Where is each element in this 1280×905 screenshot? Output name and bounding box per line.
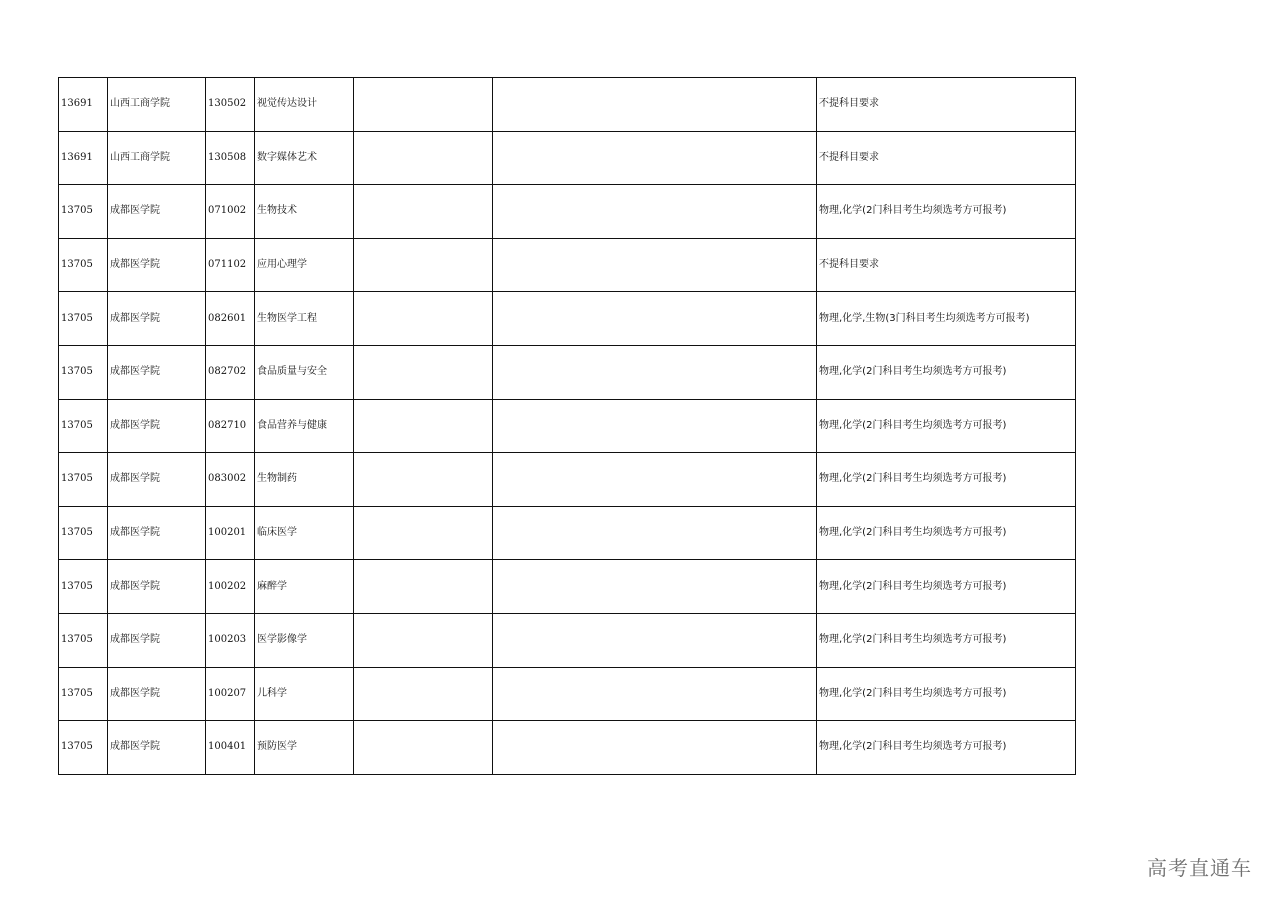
empty-cell: [493, 721, 817, 775]
table-row: [59, 613, 1076, 667]
school-name-cell: 成都医学院: [108, 453, 206, 507]
table-row: [59, 78, 1076, 132]
major-name-cell: 数字媒体艺术: [255, 131, 354, 185]
school-code-cell: 13705: [59, 185, 108, 239]
school-name-cell: 成都医学院: [108, 667, 206, 721]
school-name-cell: 成都医学院: [108, 613, 206, 667]
school-name-cell: 成都医学院: [108, 721, 206, 775]
major-code-cell: 100401: [206, 721, 255, 775]
empty-cell: [493, 131, 817, 185]
school-code-cell: 13705: [59, 345, 108, 399]
subject-requirement-cell: 物理,化学,生物(3门科目考生均须选考方可报考): [817, 292, 1076, 346]
major-code-cell: 083002: [206, 453, 255, 507]
major-code-cell: 100207: [206, 667, 255, 721]
school-name-cell: 山西工商学院: [108, 78, 206, 132]
subject-requirement-cell: 物理,化学(2门科目考生均须选考方可报考): [817, 399, 1076, 453]
subject-requirement-cell: 物理,化学(2门科目考生均须选考方可报考): [817, 345, 1076, 399]
empty-cell: [354, 131, 493, 185]
watermark-text: 高考直通车: [1147, 856, 1252, 880]
empty-cell: [354, 613, 493, 667]
school-name-cell: 成都医学院: [108, 560, 206, 614]
table-row: [59, 721, 1076, 775]
school-code-cell: 13705: [59, 506, 108, 560]
table-row: [59, 399, 1076, 453]
empty-cell: [354, 667, 493, 721]
school-name-cell: 成都医学院: [108, 185, 206, 239]
empty-cell: [354, 453, 493, 507]
school-name-cell: 成都医学院: [108, 292, 206, 346]
school-code-cell: 13705: [59, 721, 108, 775]
subject-requirement-cell: 不提科目要求: [817, 78, 1076, 132]
major-name-cell: 视觉传达设计: [255, 78, 354, 132]
empty-cell: [493, 238, 817, 292]
table-row: [59, 560, 1076, 614]
empty-cell: [493, 453, 817, 507]
major-code-cell: 130508: [206, 131, 255, 185]
major-name-cell: 应用心理学: [255, 238, 354, 292]
school-code-cell: 13691: [59, 131, 108, 185]
empty-cell: [354, 345, 493, 399]
subject-requirement-cell: 物理,化学(2门科目考生均须选考方可报考): [817, 721, 1076, 775]
major-name-cell: 生物制药: [255, 453, 354, 507]
empty-cell: [354, 238, 493, 292]
major-name-cell: 预防医学: [255, 721, 354, 775]
school-code-cell: 13705: [59, 399, 108, 453]
subject-requirement-cell: 物理,化学(2门科目考生均须选考方可报考): [817, 453, 1076, 507]
empty-cell: [493, 345, 817, 399]
empty-cell: [354, 721, 493, 775]
table-row: [59, 345, 1076, 399]
major-name-cell: 麻醉学: [255, 560, 354, 614]
table-row: [59, 292, 1076, 346]
major-code-cell: 082601: [206, 292, 255, 346]
major-code-cell: 130502: [206, 78, 255, 132]
school-code-cell: 13705: [59, 667, 108, 721]
table-row: [59, 453, 1076, 507]
major-name-cell: 生物医学工程: [255, 292, 354, 346]
subject-requirements-table: [58, 77, 1076, 775]
empty-cell: [354, 78, 493, 132]
table-row: [59, 131, 1076, 185]
table-row: [59, 506, 1076, 560]
subject-requirement-cell: 物理,化学(2门科目考生均须选考方可报考): [817, 613, 1076, 667]
major-name-cell: 医学影像学: [255, 613, 354, 667]
school-code-cell: 13705: [59, 453, 108, 507]
empty-cell: [354, 399, 493, 453]
school-code-cell: 13705: [59, 560, 108, 614]
major-code-cell: 071002: [206, 185, 255, 239]
table-row: [59, 238, 1076, 292]
empty-cell: [354, 292, 493, 346]
table-row: [59, 185, 1076, 239]
subject-requirement-cell: 物理,化学(2门科目考生均须选考方可报考): [817, 506, 1076, 560]
school-name-cell: 成都医学院: [108, 238, 206, 292]
major-name-cell: 儿科学: [255, 667, 354, 721]
empty-cell: [493, 667, 817, 721]
major-code-cell: 100203: [206, 613, 255, 667]
major-name-cell: 临床医学: [255, 506, 354, 560]
subject-requirement-cell: 不提科目要求: [817, 131, 1076, 185]
school-name-cell: 成都医学院: [108, 345, 206, 399]
school-code-cell: 13705: [59, 613, 108, 667]
major-code-cell: 100201: [206, 506, 255, 560]
major-name-cell: 食品营养与健康: [255, 399, 354, 453]
school-code-cell: 13705: [59, 238, 108, 292]
school-name-cell: 成都医学院: [108, 399, 206, 453]
empty-cell: [493, 399, 817, 453]
empty-cell: [493, 506, 817, 560]
empty-cell: [493, 613, 817, 667]
subject-requirement-cell: 物理,化学(2门科目考生均须选考方可报考): [817, 185, 1076, 239]
school-name-cell: 山西工商学院: [108, 131, 206, 185]
major-code-cell: 082702: [206, 345, 255, 399]
major-name-cell: 生物技术: [255, 185, 354, 239]
major-code-cell: 100202: [206, 560, 255, 614]
school-code-cell: 13705: [59, 292, 108, 346]
empty-cell: [493, 560, 817, 614]
empty-cell: [493, 185, 817, 239]
empty-cell: [354, 560, 493, 614]
subject-requirement-cell: 物理,化学(2门科目考生均须选考方可报考): [817, 667, 1076, 721]
table-row: [59, 667, 1076, 721]
major-name-cell: 食品质量与安全: [255, 345, 354, 399]
empty-cell: [493, 78, 817, 132]
school-name-cell: 成都医学院: [108, 506, 206, 560]
table-body: [59, 78, 1076, 775]
empty-cell: [354, 185, 493, 239]
major-code-cell: 082710: [206, 399, 255, 453]
empty-cell: [493, 292, 817, 346]
subject-requirement-cell: 物理,化学(2门科目考生均须选考方可报考): [817, 560, 1076, 614]
school-code-cell: 13691: [59, 78, 108, 132]
major-code-cell: 071102: [206, 238, 255, 292]
subject-requirement-cell: 不提科目要求: [817, 238, 1076, 292]
empty-cell: [354, 506, 493, 560]
